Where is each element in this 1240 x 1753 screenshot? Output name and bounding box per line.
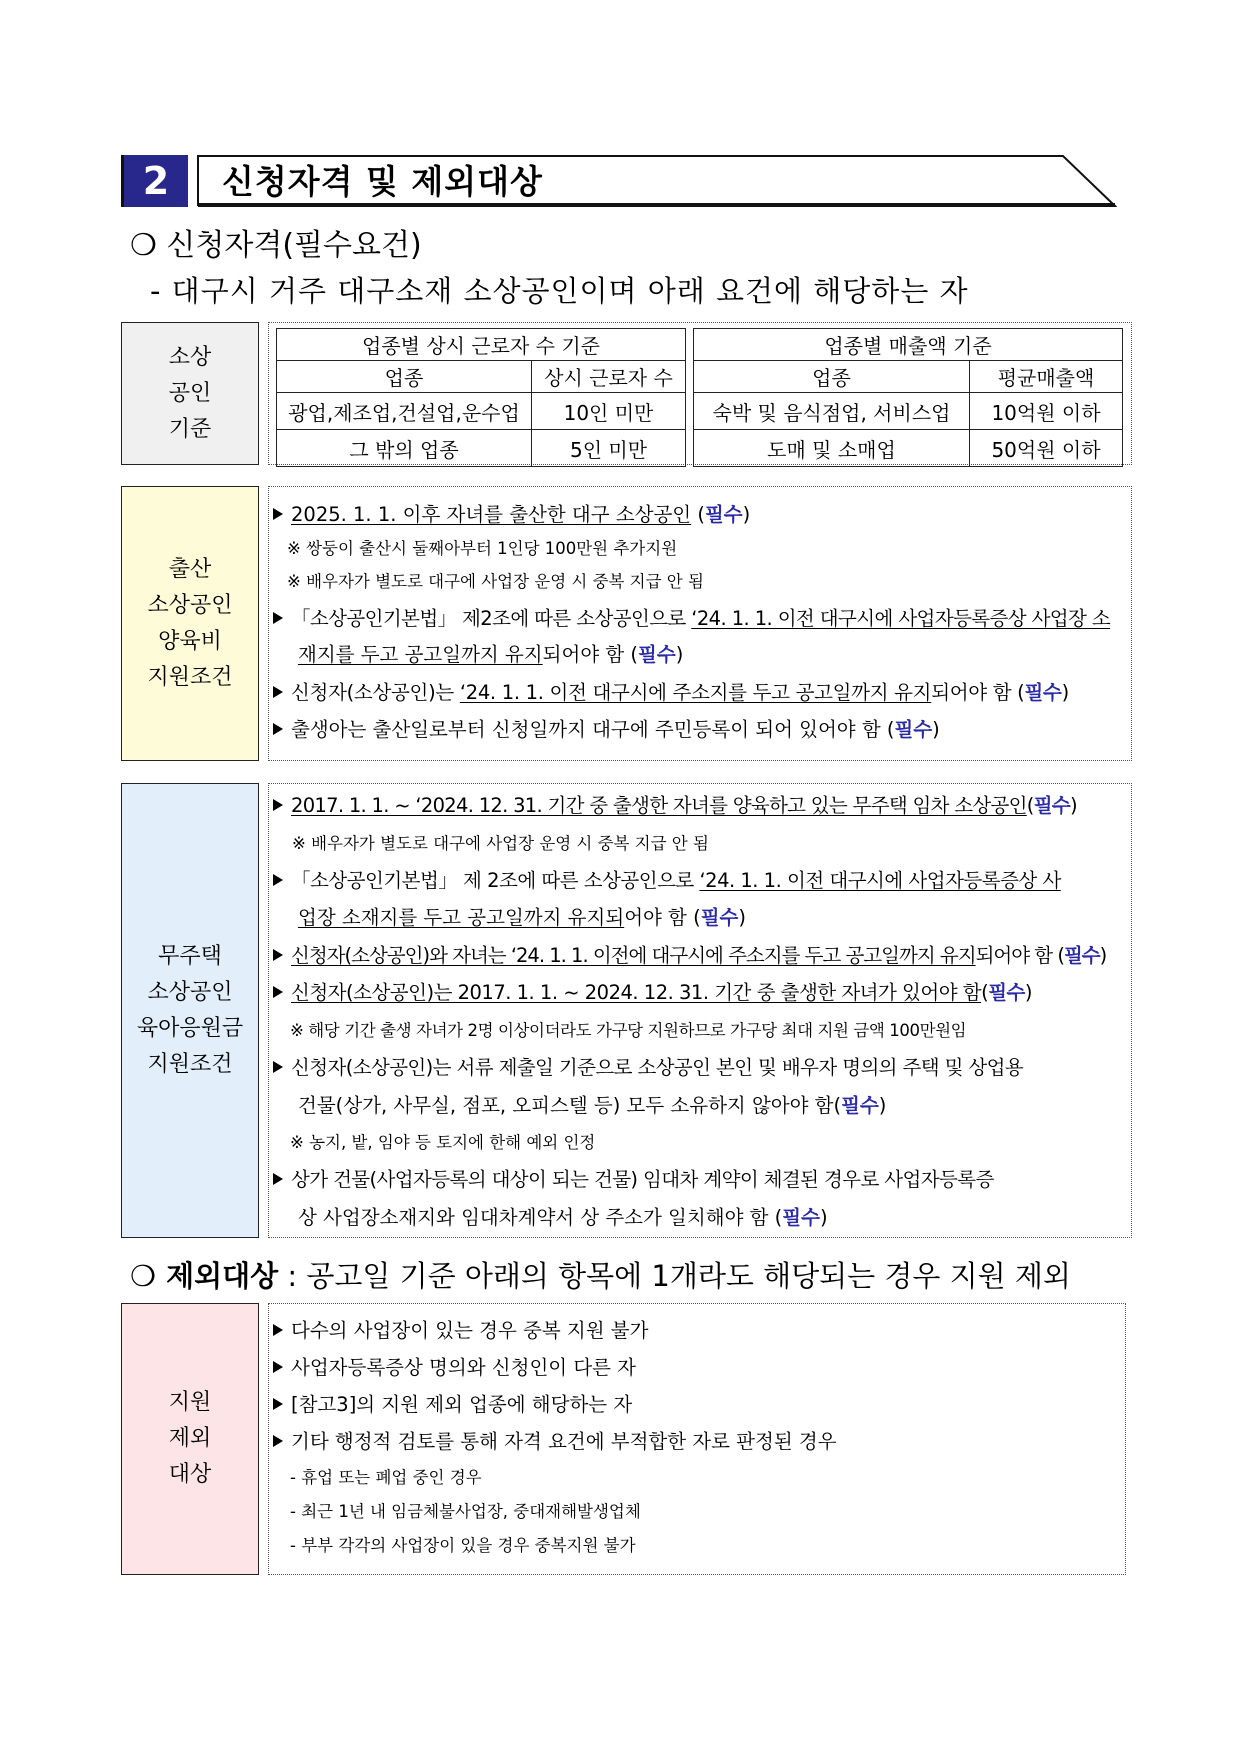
bullet-triangle-icon xyxy=(273,1324,283,1336)
birth-note-1: ※ 쌍둥이 출산시 둘째아부터 1인당 100만원 추가지원 xyxy=(287,539,678,558)
bullet-triangle-icon xyxy=(273,949,283,961)
table-cell: 5인 미만 xyxy=(532,430,686,467)
table-cell: 숙박 및 음식점업, 서비스업 xyxy=(694,393,970,430)
housing-condition-2: 「소상공인기본법」 제 2조에 따른 소상공인으로 ‘24. 1. 1. 이전 대구시에 사업자등록증상 사 xyxy=(273,868,1061,894)
workers-table-title: 업종별 상시 근로자 수 기준 xyxy=(277,329,686,361)
bullet-triangle-icon xyxy=(273,799,283,811)
birth-condition-3: 신청자(소상공인)는 ‘24. 1. 1. 이전 대구시에 주소지를 두고 공고일까지 유지되어야 함 (필수) xyxy=(273,680,1069,706)
exclusion-item: 다수의 사업장이 있는 경우 중복 지원 불가 xyxy=(273,1318,648,1344)
workers-col-industry: 업종 xyxy=(277,361,532,393)
housing-condition-1: 2017. 1. 1. ~ ‘2024. 12. 31. 기간 중 출생한 자녀를 양육하고 있는 무주택 임차 소상공인(필수) xyxy=(273,793,1077,819)
sales-criteria-table xyxy=(693,328,1123,467)
table-cell: 그 밖의 업종 xyxy=(277,430,532,467)
table-cell: 10억원 이하 xyxy=(970,393,1123,430)
table-cell: 도매 및 소매업 xyxy=(694,430,970,467)
table-cell: 광업,제조업,건설업,운수업 xyxy=(277,393,532,430)
bullet-triangle-icon xyxy=(273,1173,283,1185)
exclusion-subitem: - 부부 각각의 사업장이 있을 경우 중복지원 불가 xyxy=(290,1536,636,1555)
sales-table-title: 업종별 매출액 기준 xyxy=(694,329,1123,361)
birth-condition-4: 출생아는 출산일로부터 신청일까지 대구에 주민등록이 되어 있어야 함 (필수) xyxy=(273,717,940,743)
housing-condition-3: 신청자(소상공인)와 자녀는 ‘24. 1. 1. 이전에 대구시에 주소지를 두고 공고일까지 유지되어야 함 (필수) xyxy=(273,943,1106,969)
housing-support-label: 무주택 소상공인 육아응원금 지원조건 xyxy=(121,783,259,1238)
housing-note-1: ※ 배우자가 별도로 대구에 사업장 운영 시 중복 지급 안 됨 xyxy=(292,834,709,853)
birth-note-2: ※ 배우자가 별도로 대구에 사업장 운영 시 중복 지급 안 됨 xyxy=(287,572,704,591)
housing-note-3: ※ 농지, 밭, 임야 등 토지에 한해 예외 인정 xyxy=(290,1133,596,1152)
housing-condition-2-cont: 업장 소재지를 두고 공고일까지 유지되어야 함 (필수) xyxy=(298,906,747,929)
section-number: 2 xyxy=(124,155,188,207)
birth-condition-2-cont: 재지를 두고 공고일까지 유지되어야 함 (필수) xyxy=(298,643,684,666)
bullet-triangle-icon xyxy=(273,1398,283,1410)
bullet-triangle-icon xyxy=(273,1061,283,1073)
housing-condition-6-cont: 상 사업장소재지와 임대차계약서 상 주소가 일치해야 함 (필수) xyxy=(298,1206,828,1229)
exclusion-subitem: - 휴업 또는 폐업 중인 경우 xyxy=(290,1468,482,1487)
exclusion-item: [참고3]의 지원 제외 업종에 해당하는 자 xyxy=(273,1392,632,1418)
sales-col-amount: 평균매출액 xyxy=(970,361,1123,393)
bullet-triangle-icon xyxy=(273,508,283,520)
bullet-triangle-icon xyxy=(273,686,283,698)
sales-col-industry: 업종 xyxy=(694,361,970,393)
eligibility-heading: ❍ 신청자격(필수요건) xyxy=(130,228,422,263)
workers-col-count: 상시 근로자 수 xyxy=(532,361,686,393)
housing-condition-4: 신청자(소상공인)는 2017. 1. 1. ~ 2024. 12. 31. 기간 중 출생한 자녀가 있어야 함(필수) xyxy=(273,980,1032,1006)
eligibility-subheading: - 대구시 거주 대구소재 소상공인이며 아래 요건에 해당하는 자 xyxy=(150,274,969,308)
bullet-triangle-icon xyxy=(273,612,283,624)
exclusion-item: 기타 행정적 검토를 통해 자격 요건에 부적합한 자로 판정된 경우 xyxy=(273,1429,837,1455)
housing-condition-5-cont: 건물(상가, 사무실, 점포, 오피스텔 등) 모두 소유하지 않아야 함(필수) xyxy=(298,1094,887,1117)
birth-condition-2: 「소상공인기본법」 제2조에 따른 소상공인으로 ‘24. 1. 1. 이전 대구시에 사업자등록증상 사업장 소 xyxy=(273,606,1110,632)
bullet-triangle-icon xyxy=(273,874,283,886)
housing-condition-6: 상가 건물(사업자등록의 대상이 되는 건물) 임대차 계약이 체결된 경우로 사업자등록증 xyxy=(273,1167,994,1193)
exclusion-label: 지원 제외 대상 xyxy=(121,1303,259,1575)
exclusion-item: 사업자등록증상 명의와 신청인이 다른 자 xyxy=(273,1355,636,1381)
exclusion-subitem: - 최근 1년 내 임금체불사업장, 중대재해발생업체 xyxy=(290,1502,641,1521)
exclusion-heading: ❍ 제외대상 : 공고일 기준 아래의 항목에 1개라도 해당되는 경우 지원 제외 xyxy=(130,1259,1071,1293)
birth-support-label: 출산 소상공인 양육비 지원조건 xyxy=(121,486,259,761)
section-title: 신청자격 및 제외대상 xyxy=(222,162,543,201)
bullet-triangle-icon xyxy=(273,723,283,735)
table-cell: 10인 미만 xyxy=(532,393,686,430)
table-cell: 50억원 이하 xyxy=(970,430,1123,467)
housing-note-2: ※ 해당 기간 출생 자녀가 2명 이상이더라도 가구당 지원하므로 가구당 최대 지원 금액 100만원임 xyxy=(290,1021,967,1040)
birth-condition-1: 2025. 1. 1. 이후 자녀를 출산한 대구 소상공인 (필수) xyxy=(273,502,750,528)
bullet-triangle-icon xyxy=(273,1361,283,1373)
criteria-label: 소상 공인 기준 xyxy=(121,322,259,465)
workers-criteria-table xyxy=(276,328,686,467)
housing-condition-5: 신청자(소상공인)는 서류 제출일 기준으로 소상공인 본인 및 배우자 명의의 주택 및 상업용 xyxy=(273,1055,1023,1081)
bullet-triangle-icon xyxy=(273,1435,283,1447)
bullet-triangle-icon xyxy=(273,986,283,998)
